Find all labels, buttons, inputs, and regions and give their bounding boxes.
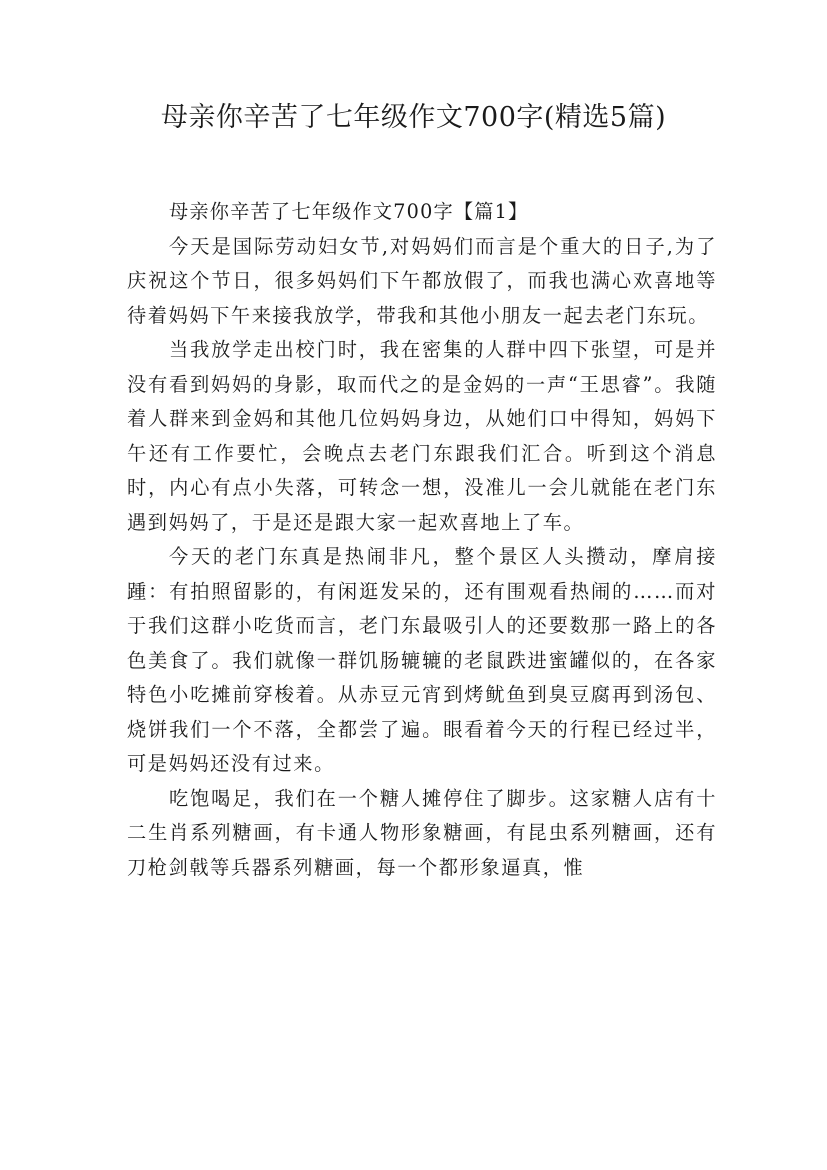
paragraph: 当我放学走出校门时，我在密集的人群中四下张望，可是并没有看到妈妈的身影，取而代之的是金妈的一声“王思睿”。我随着人群来到金妈和其他几位妈妈身边，从她们口中得知，妈妈下午还有工作要忙，会晚点去老门东跟我们汇合。听到这个消息时，内心有点小失落，可转念一想，没准儿一会儿就能在老门东遇到妈妈了，于是还是跟大家一起欢喜地上了车。 (127, 338, 717, 534)
paragraph: 今天的老门东真是热闹非凡，整个景区人头攒动，摩肩接踵：有拍照留影的，有闲逛发呆的，还有围观看热闹的……而对于我们这群小吃货而言，老门东最吸引人的还要数那一路上的各色美食了。我们就像一群饥肠辘辘的老鼠跌进蜜罐似的，在各家特色小吃摊前穿梭着。从赤豆元宵到烤鱿鱼到臭豆腐再到汤包、烧饼我们一个不落，全都尝了遍。眼看着今天的行程已经过半，可是妈妈还没有过来。 (127, 545, 717, 775)
paragraph: 吃饱喝足，我们在一个糖人摊停住了脚步。这家糖人店有十二生肖系列糖画，有卡通人物形象糖画，有昆虫系列糖画，还有刀枪剑戟等兵器系列糖画，每一个都形象逼真，惟 (127, 786, 717, 879)
document-body (127, 195, 717, 885)
paragraph: 今天是国际劳动妇女节,对妈妈们而言是个重大的日子,为了庆祝这个节日，很多妈妈们下午都放假了，而我也满心欢喜地等待着妈妈下午来接我放学，带我和其他小朋友一起去老门东玩。 (127, 234, 717, 327)
document-title: 母亲你辛苦了七年级作文700字(精选5篇) (160, 102, 667, 133)
section-heading: 母亲你辛苦了七年级作文700字【篇1】 (169, 200, 529, 223)
